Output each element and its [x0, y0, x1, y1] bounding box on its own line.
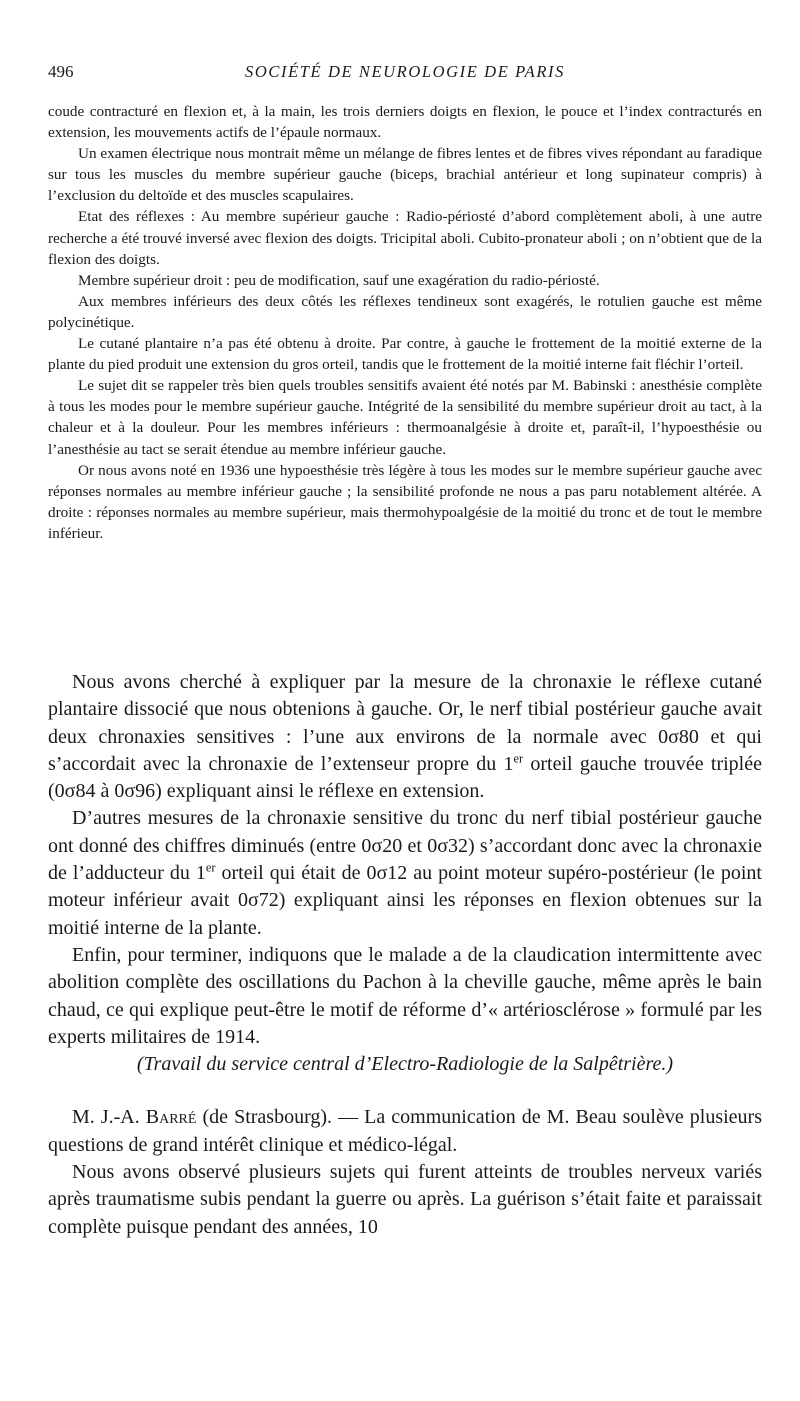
- text-run: Nous avons cherché à expliquer par la mesure de la chronaxie le réflexe cutané plantaire dissocié que nous obtenions à gauche. Or, le nerf tibial postérieur gauche avait deux chronaxies sensitives : l’une aux environs de la normale avec 0σ80 et qui s’accordait avec la chronaxie de l’extenseur propre du 1: [48, 671, 762, 775]
- author-name: Barré: [145, 1106, 197, 1129]
- page-number: 496: [48, 62, 74, 81]
- paragraph: Un examen électrique nous montrait même un mélange de fibres lentes et de fibres vives répondant au faradique sur tous les muscles du membre supérieur gauche (biceps, brachial antérieur et long supinateur compris) à l’exclusion du deltoïde et des muscles scapulaires.: [48, 145, 762, 205]
- running-title: SOCIÉTÉ DE NEUROLOGIE DE PARIS: [245, 62, 565, 81]
- main-text-section: [48, 669, 762, 1241]
- paragraph: Le sujet dit se rappeler très bien quels troubles sensitifs avaient été notés par M. Babinski : anesthésie complète à tous les modes pour le membre supérieur gauche. Intégrité de la sensibilité du membre supérieur droit au tact, à la chaleur et à la douleur. Pour les membres inférieurs : thermoanalgésie à droite et, paraît-il, l’hypoesthésie ou l’anesthésie au tact se serait étendue au membre inférieur gauche.: [48, 377, 762, 458]
- credit-line: (Travail du service central d’Electro-Radiologie de la Salpêtrière.): [136, 1053, 674, 1076]
- page-header: [48, 62, 762, 86]
- paragraph: Le cutané plantaire n’a pas été obtenu à droite. Par contre, à gauche le frottement de la moitié externe de la plante du pied produit une extension du gros orteil, tandis que le frottement de la moitié interne fait fléchir l’orteil.: [48, 335, 762, 374]
- text-run: orteil qui était de 0σ12 au point moteur supéro-postérieur (le point moteur inférieur avait 0σ72) expliquant ainsi les réponses en flexion obtenues sur la moitié interne de la plante.: [48, 862, 762, 939]
- text-run: D’autres mesures de la chronaxie sensitive du tronc du nerf tibial postérieur gauche ont donné des chiffres diminués (entre 0σ20 et 0σ32) s’accordant donc avec la chronaxie de l’adducteur du 1: [48, 807, 762, 885]
- text-run: (de Strasbourg). — La communication de M. Beau soulève plusieurs questions de grand intérêt clinique et médico-légal.: [48, 1106, 762, 1156]
- paragraph: Enfin, pour terminer, indiquons que le malade a de la claudication intermittente avec abolition complète des oscillations du Pachon à la cheville gauche, même après le bain chaud, ce qui explique peut-être le motif de réforme d’« artériosclérose » formulé par les experts militaires de 1914.: [48, 943, 762, 1048]
- small-print-section: [48, 101, 762, 544]
- text-run: orteil gauche trouvée triplée (0σ84 à 0σ96) expliquant ainsi le réflexe en extension.: [48, 752, 762, 803]
- superscript: er: [205, 860, 216, 875]
- paragraph: [48, 1104, 762, 1159]
- paragraph: Or nous avons noté en 1936 une hypoesthésie très légère à tous les modes sur le membre supérieur gauche avec réponses normales au membre inférieur gauche ; la sensibilité profonde ne nous a pas paru notablement altérée. A droite : réponses normales au membre supérieur, mais thermohypoalgésie de la moitié du tronc et de tout le membre inférieur.: [48, 461, 762, 542]
- paragraph: Etat des réflexes : Au membre supérieur gauche : Radio-périosté d’abord complètement aboli, à une autre recherche a été trouvé inversé avec flexion des doigts. Tricipital aboli. Cubito-pronateur aboli ; on n’obtient que de la flexion des doigts.: [48, 208, 762, 268]
- paragraph: [48, 805, 762, 941]
- superscript: er: [513, 751, 524, 766]
- paragraph: Aux membres inférieurs des deux côtés les réflexes tendineux sont exagérés, le rotulien gauche est même polycinétique.: [48, 292, 762, 331]
- text-run: M. J.-A.: [72, 1106, 146, 1129]
- paragraph: Membre supérieur droit : peu de modification, sauf une exagération du radio-périosté.: [78, 271, 600, 289]
- paragraph: Nous avons observé plusieurs sujets qui furent atteints de troubles nerveux variés après traumatisme subis pendant la guerre ou après. La guérison s’était faite et paraissait complète puisque pendant des années, 10: [48, 1161, 762, 1238]
- paragraph: coude contracturé en flexion et, à la main, les trois derniers doigts en flexion, le pouce et l’index contracturés en extension, les mouvements actifs de l’épaule normaux.: [48, 103, 762, 142]
- paragraph: [48, 669, 762, 805]
